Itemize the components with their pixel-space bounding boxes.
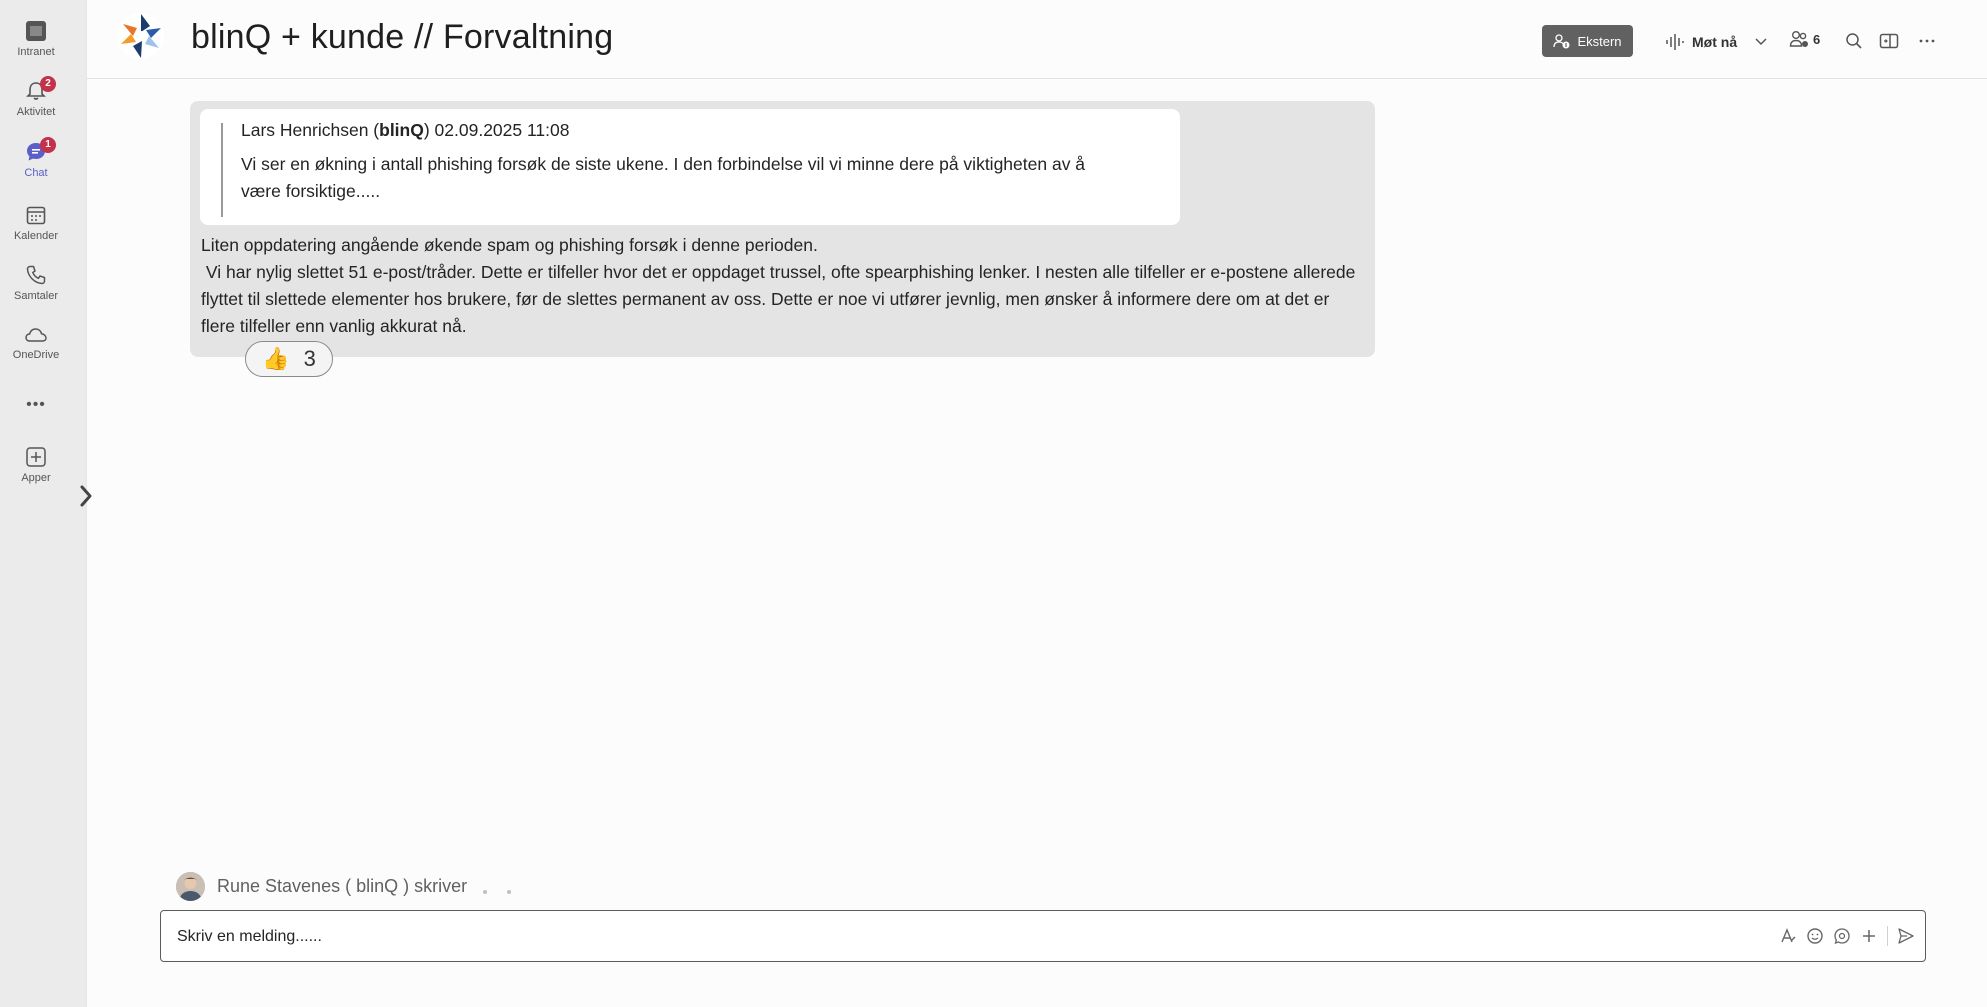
more-options-icon[interactable] bbox=[1918, 32, 1936, 50]
rail-label: Intranet bbox=[17, 46, 55, 58]
message-input[interactable] bbox=[175, 911, 1479, 963]
search-icon[interactable] bbox=[1845, 32, 1863, 50]
quote-text: Vi ser en økning i antall phishing forsøk de siste ukene. I den forbindelse vil vi minne dere på viktigheten av å være forsiktige..... bbox=[241, 154, 1086, 201]
send-icon[interactable] bbox=[1897, 927, 1915, 945]
notification-badge: 2 bbox=[40, 76, 56, 92]
message-bubble[interactable] bbox=[190, 101, 1375, 357]
cloud-icon bbox=[24, 325, 48, 345]
rail-label: Chat bbox=[24, 167, 48, 179]
external-people-icon bbox=[1553, 33, 1571, 49]
format-icon[interactable] bbox=[1779, 927, 1797, 945]
avatar bbox=[176, 872, 205, 901]
people-icon bbox=[1789, 30, 1811, 48]
rail-item-kalender[interactable] bbox=[0, 204, 72, 242]
avatar-image bbox=[176, 872, 205, 901]
audio-wave-icon bbox=[1665, 33, 1685, 51]
phone-icon bbox=[25, 264, 47, 286]
quote-org: blinQ bbox=[379, 120, 424, 140]
quote-author: Lars Henrichsen ( bbox=[241, 120, 380, 140]
compose-box[interactable] bbox=[160, 910, 1926, 962]
expand-panel-button[interactable] bbox=[74, 474, 98, 518]
rail-label: OneDrive bbox=[12, 349, 60, 361]
typing-dots bbox=[483, 880, 511, 894]
rail-label: Samtaler bbox=[13, 290, 59, 302]
typing-indicator bbox=[176, 872, 511, 901]
add-app-icon bbox=[25, 446, 47, 468]
quote-header bbox=[241, 120, 570, 141]
add-icon[interactable] bbox=[1860, 927, 1878, 945]
quote-timestamp: 02.09.2025 11:08 bbox=[434, 120, 570, 140]
more-apps-button[interactable] bbox=[0, 396, 72, 414]
rail-label: Apper bbox=[21, 472, 51, 484]
notification-badge: 1 bbox=[40, 137, 56, 153]
rail-item-samtaler[interactable] bbox=[0, 264, 72, 302]
reaction-count: 3 bbox=[303, 346, 316, 371]
participants-button[interactable] bbox=[1789, 30, 1820, 48]
rail-item-chat[interactable] bbox=[0, 141, 72, 179]
typing-text: Rune Stavenes ( blinQ ) skriver bbox=[217, 876, 468, 896]
external-button[interactable] bbox=[1542, 25, 1633, 57]
rail-item-intranet[interactable] bbox=[0, 20, 72, 58]
calendar-icon bbox=[25, 204, 47, 226]
chevron-down-icon[interactable] bbox=[1754, 37, 1768, 47]
chevron-right-icon bbox=[79, 484, 93, 508]
compose-toolbar bbox=[1779, 926, 1915, 946]
loop-icon[interactable] bbox=[1833, 927, 1851, 945]
quote-bar bbox=[221, 123, 223, 217]
participants-count: 6 bbox=[1813, 31, 1821, 47]
message-body: Liten oppdatering angående økende spam og phishing forsøk i denne perioden. Vi har nylig slettet 51 e-post/tråder. Dette er tilfeller hvor det er oppdaget trussel, ofte spearphishing lenker. I nesten alle tilfeller er e-postene allerede flyttet til slettede elementer hos brukere, før de slettes permanent av oss. Dette er noe vi utfører jevnlig, men ønsker å informere dere om at det er flere tilfeller enn vanlig akkurat nå. bbox=[201, 235, 1356, 336]
rail-item-onedrive[interactable] bbox=[0, 325, 72, 361]
rail-label: Kalender bbox=[13, 230, 59, 242]
channel-header bbox=[87, 0, 1987, 79]
toolbar-divider bbox=[1887, 926, 1888, 946]
rail-item-aktivitet[interactable] bbox=[0, 80, 72, 118]
quote-author-close: ) bbox=[423, 120, 430, 140]
side-panel-icon[interactable] bbox=[1879, 32, 1899, 50]
emoji-icon[interactable] bbox=[1806, 927, 1824, 945]
quoted-message[interactable] bbox=[200, 109, 1180, 225]
team-logo bbox=[117, 12, 165, 60]
intranet-icon bbox=[25, 20, 47, 42]
meet-now-label: Møt nå bbox=[1692, 34, 1738, 50]
more-icon: ••• bbox=[26, 396, 46, 413]
thumbs-up-icon: 👍 bbox=[262, 346, 290, 371]
reaction-thumbs-up[interactable] bbox=[245, 341, 333, 377]
rail-item-apper[interactable] bbox=[0, 446, 72, 484]
rail-label: Aktivitet bbox=[16, 106, 56, 118]
meet-now-button[interactable] bbox=[1665, 29, 1768, 55]
external-label: Ekstern bbox=[1577, 33, 1622, 49]
channel-title: blinQ + kunde // Forvaltning bbox=[191, 18, 614, 56]
